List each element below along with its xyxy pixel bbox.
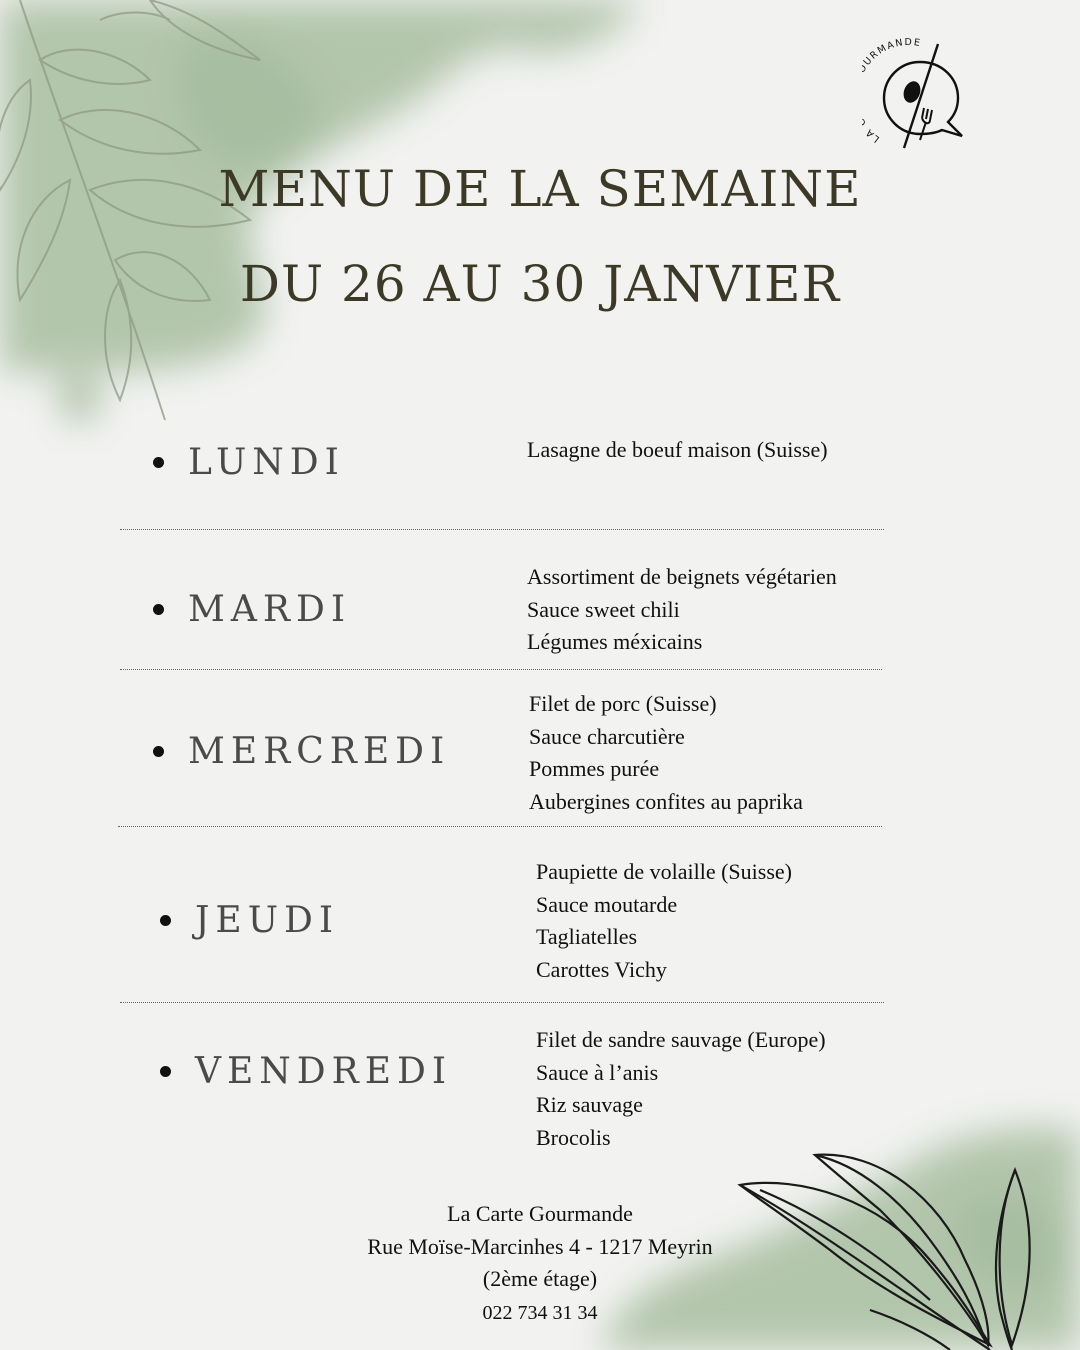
day-label: LUNDI [188,442,345,483]
day-thursday [160,900,339,941]
dish-item: Sauce moutarde [536,891,678,917]
divider [118,826,882,827]
dish-list-wednesday [529,688,803,818]
dish-item: Sauce charcutière [529,723,685,749]
dish-item: Pommes purée [529,756,660,781]
dish-list-friday [536,1024,826,1154]
dish-list-thursday [536,856,792,986]
dish-item: Filet de porc (Suisse) [529,691,717,716]
dish-item: Légumes méxicains [527,629,703,654]
day-label: JEUDI [195,900,340,941]
bullet-icon [153,746,164,757]
date-range-title: DU 26 AU 30 JANVIER [239,255,841,313]
dish-item: Paupiette de volaille (Suisse) [536,859,792,884]
footer-phone[interactable]: 022 734 31 34 [482,1302,598,1324]
day-friday [160,1051,452,1092]
day-label: MERCREDI [188,731,451,772]
dish-item: Carottes Vichy [536,956,667,982]
dish-item: Tagliatelles [536,924,638,949]
bullet-icon [160,1066,171,1077]
dish-item: Filet de sandre sauvage (Europe) [536,1027,826,1052]
dish-item: Brocolis [536,1124,611,1150]
dish-item: Lasagne de boeuf maison (Suisse) [527,437,828,462]
fork-spoon-speech-bubble-icon [862,38,972,158]
divider [120,669,882,670]
footer-address: Rue Moïse-Marcinhes 4 - 1217 Meyrin [367,1234,713,1259]
divider [120,529,884,530]
dish-item: Aubergines confites au paprika [529,788,803,814]
dish-list-monday [527,434,828,467]
dish-item: Riz sauvage [536,1092,643,1117]
dish-list-tuesday [527,561,837,659]
day-monday [153,442,345,483]
divider [120,1002,884,1003]
bullet-icon [160,915,171,926]
restaurant-logo [862,38,972,158]
page-title: MENU DE LA SEMAINE [218,160,862,218]
day-tuesday [153,589,351,630]
footer-floor: (2ème étage) [482,1266,598,1291]
logo-text: LA URMANDE [862,38,923,145]
dish-item: Sauce à l’anis [536,1059,659,1085]
day-wednesday [153,731,450,772]
bullet-icon [153,604,164,615]
dish-item: Assortiment de beignets végétarien [527,564,837,589]
bullet-icon [153,457,164,468]
footer-restaurant-name: La Carte Gourmande [447,1201,633,1226]
day-label: MARDI [188,589,352,630]
dish-item: Sauce sweet chili [527,596,680,622]
day-label: VENDREDI [195,1051,453,1092]
